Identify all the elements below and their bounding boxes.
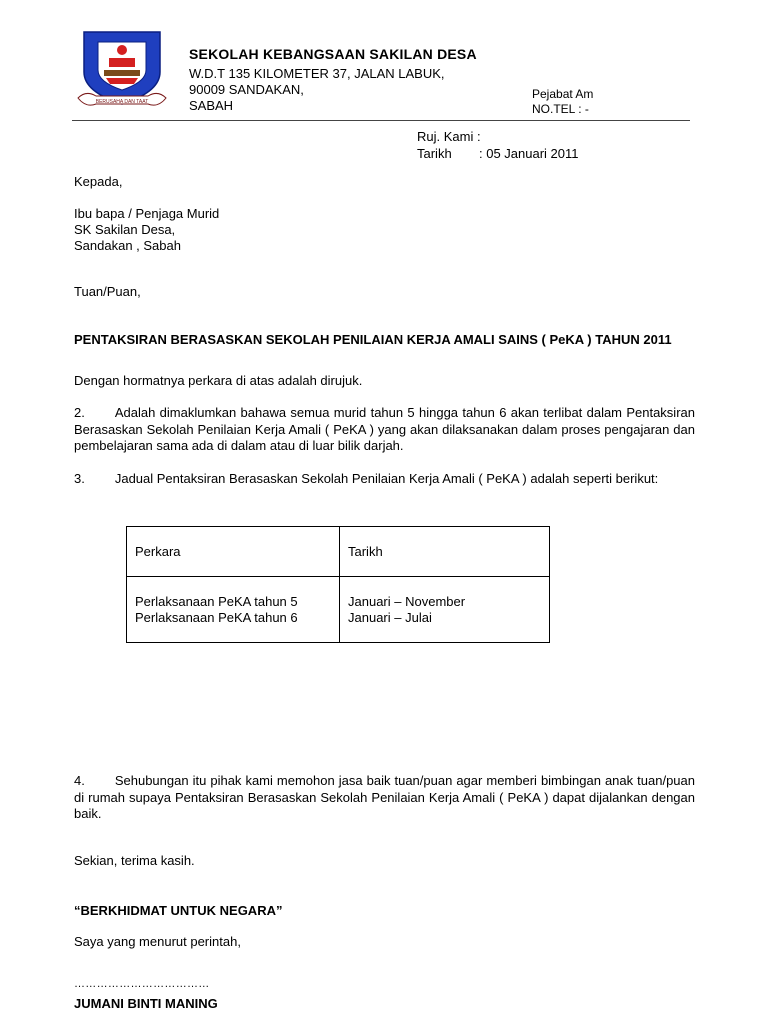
paragraph-2 <box>74 405 695 455</box>
tarikh-item: Januari – Julai <box>348 609 432 625</box>
paragraph-number: 4. <box>74 773 85 788</box>
paragraph-1: Dengan hormatnya perkara di atas adalah dirujuk. <box>74 373 363 388</box>
letterhead-divider <box>72 120 690 121</box>
closing-order: Saya yang menurut perintah, <box>74 934 241 949</box>
salutation: Tuan/Puan, <box>74 284 141 299</box>
paragraph-text: Sehubungan itu pihak kami memohon jasa baik tuan/puan agar memberi bimbingan anak tuan/puan di rumah supaya Pentaksiran Berasaskan Sekolah Penilaian Kerja Amali ( PeKA ) dapat dijalankan dengan baik. <box>74 773 695 821</box>
closing-thanks: Sekian, terima kasih. <box>74 853 195 868</box>
address-line: SABAH <box>189 98 234 113</box>
paragraph-text: Adalah dimaklumkan bahawa semua murid tahun 5 hingga tahun 6 akan terlibat dalam Pentaksiran Berasaskan Sekolah Penilaian Kerja Amali ( PeKA ) yang akan dilaksanakan dalam proses pengajaran dan pembelajaran sama ada di dalam atau di luar bilik darjah. <box>74 405 695 453</box>
table-cell-perkara <box>127 577 340 643</box>
letter-subject: PENTAKSIRAN BERASASKAN SEKOLAH PENILAIAN KERJA AMALI SAINS ( PeKA ) TAHUN 2011 <box>74 332 672 347</box>
office-info <box>532 87 593 117</box>
school-address <box>189 66 445 114</box>
office-name: Pejabat Am <box>532 87 594 101</box>
paragraph-number: 3. <box>74 471 85 486</box>
tarikh-label: Tarikh <box>417 146 452 161</box>
tarikh-value: : 05 Januari 2011 <box>479 146 579 161</box>
school-name: SEKOLAH KEBANGSAAN SAKILAN DESA <box>189 46 477 62</box>
table-row <box>127 577 550 643</box>
perkara-item: Perlaksanaan PeKA tahun 6 <box>135 609 298 625</box>
office-phone: NO.TEL : - <box>532 102 589 116</box>
recipient-line: SK Sakilan Desa, <box>74 222 176 237</box>
address-line: 90009 SANDAKAN, <box>189 82 304 97</box>
signer-name: JUMANI BINTI MANING <box>74 996 218 1011</box>
recipient-line: Sandakan , Sabah <box>74 238 181 253</box>
table-header-row <box>127 527 550 577</box>
paragraph-4 <box>74 773 695 823</box>
table-header-perkara: Perkara <box>127 527 340 577</box>
address-line: W.D.T 135 KILOMETER 37, JALAN LABUK, <box>189 66 445 81</box>
tarikh-item: Januari – November <box>348 593 466 609</box>
ruj-kami-label: Ruj. Kami : <box>417 129 481 144</box>
logo-ribbon-text: BERUSAHA DAN TAAT <box>95 99 149 105</box>
motto: “BERKHIDMAT UNTUK NEGARA” <box>74 903 283 918</box>
perkara-item: Perlaksanaan PeKA tahun 5 <box>135 593 298 609</box>
kepada-label: Kepada, <box>74 174 123 189</box>
paragraph-3 <box>74 471 695 488</box>
paragraph-number: 2. <box>74 405 85 420</box>
paragraph-text: Jadual Pentaksiran Berasaskan Sekolah Penilaian Kerja Amali ( PeKA ) adalah seperti berikut: <box>114 471 659 486</box>
table-header-tarikh: Tarikh <box>340 527 550 577</box>
school-logo <box>76 28 168 114</box>
table-cell-tarikh <box>340 577 550 643</box>
signature-line: ……………………………… <box>74 978 210 990</box>
peka-schedule-table <box>126 526 550 643</box>
recipient-line: Ibu bapa / Penjaga Murid <box>74 206 220 221</box>
